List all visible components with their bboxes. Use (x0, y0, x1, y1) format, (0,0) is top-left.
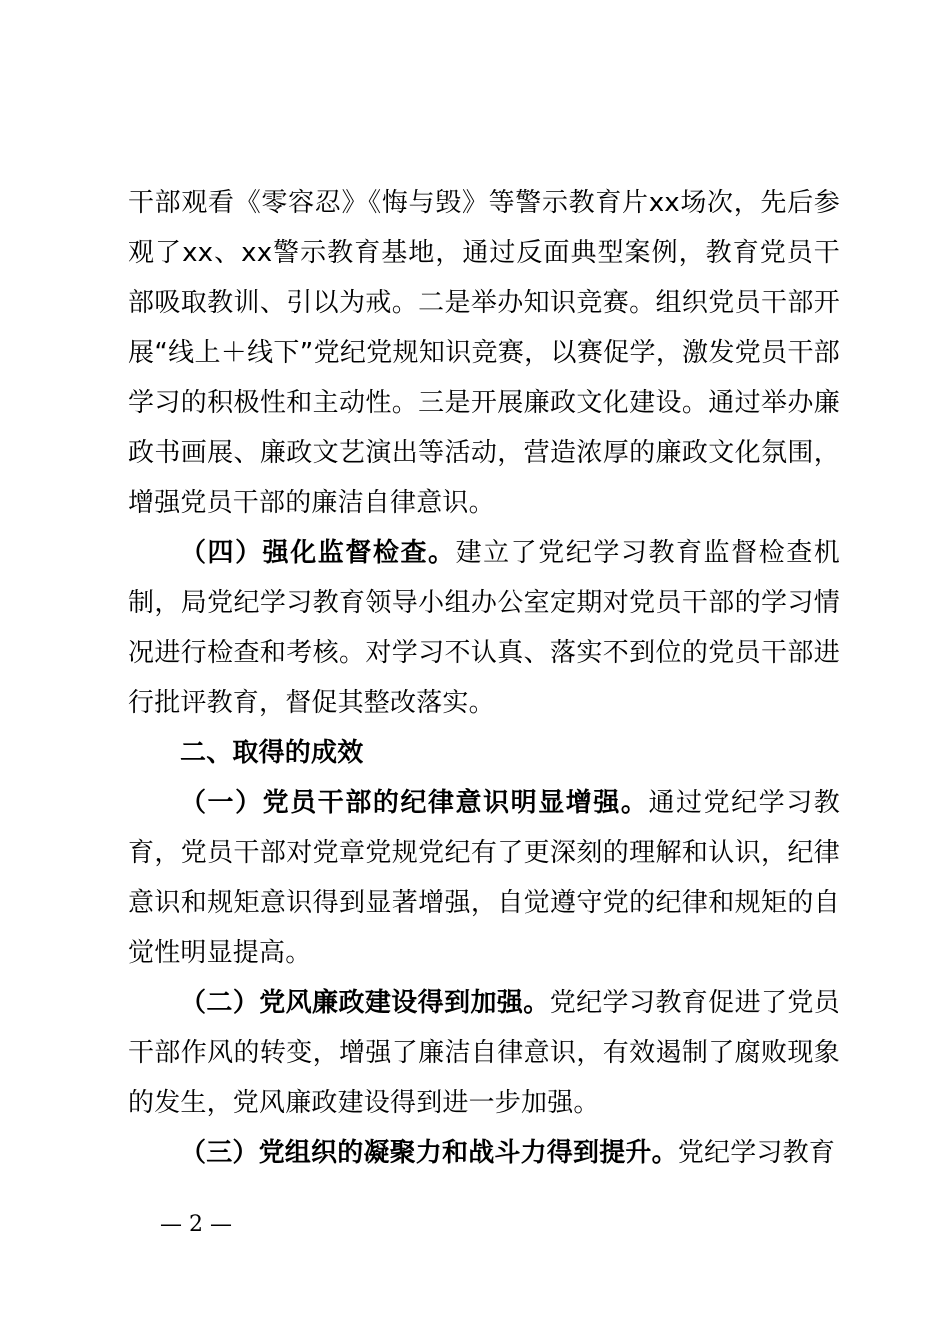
paragraph-heading: （三）党组织的凝聚力和战斗力得到提升。 (180, 1138, 678, 1168)
paragraph-heading: （一）党员干部的纪律意识明显增强。 (180, 788, 649, 818)
paragraph-heading: （二）党风廉政建设得到加强。 (180, 988, 550, 1018)
document-body (128, 178, 840, 1178)
section-heading-achievements (128, 728, 840, 778)
paragraph-text: 党纪学习教育促进了党员干部作风的转变，增强了廉洁自律意识，有效遏制了腐败现象的发生，党风廉政建设得到进一步加强。 (128, 988, 840, 1118)
paragraph-heading: （四）强化监督检查。 (180, 538, 456, 568)
paragraph-cohesion (128, 1128, 840, 1178)
paragraph-integrity-building (128, 978, 840, 1128)
paragraph-continuation (128, 178, 840, 528)
paragraph-text: 党纪学习教育 (677, 1138, 836, 1168)
paragraph-discipline-awareness (128, 778, 840, 978)
paragraph-text: 通过党纪学习教育，党员干部对党章党规党纪有了更深刻的理解和认识，纪律意识和规矩意识得到显著增强，自觉遵守党的纪律和规矩的自觉性明显提高。 (128, 788, 840, 968)
paragraph-supervision (128, 528, 840, 728)
paragraph-text: 建立了党纪学习教育监督检查机制，局党纪学习教育领导小组办公室定期对党员干部的学习情况进行检查和考核。对学习不认真、落实不到位的党员干部进行批评教育，督促其整改落实。 (128, 538, 840, 718)
section-heading: 二、取得的成效 (180, 738, 364, 768)
page-number: — 2 — (160, 1212, 232, 1237)
paragraph-text: 干部观看《零容忍》《悔与毁》等警示教育片xx场次，先后参观了xx、xx警示教育基地，通过反面典型案例，教育党员干部吸取教训、引以为戒。二是举办知识竞赛。组织党员干部开展“线上＋线下”党纪党规知识竞赛，以赛促学，激发党员干部学习的积极性和主动性。三是开展廉政文化建设。通过举办廉政书画展、廉政文艺演出等活动，营造浓厚的廉政文化氛围，增强党员干部的廉洁自律意识。 (128, 188, 840, 518)
